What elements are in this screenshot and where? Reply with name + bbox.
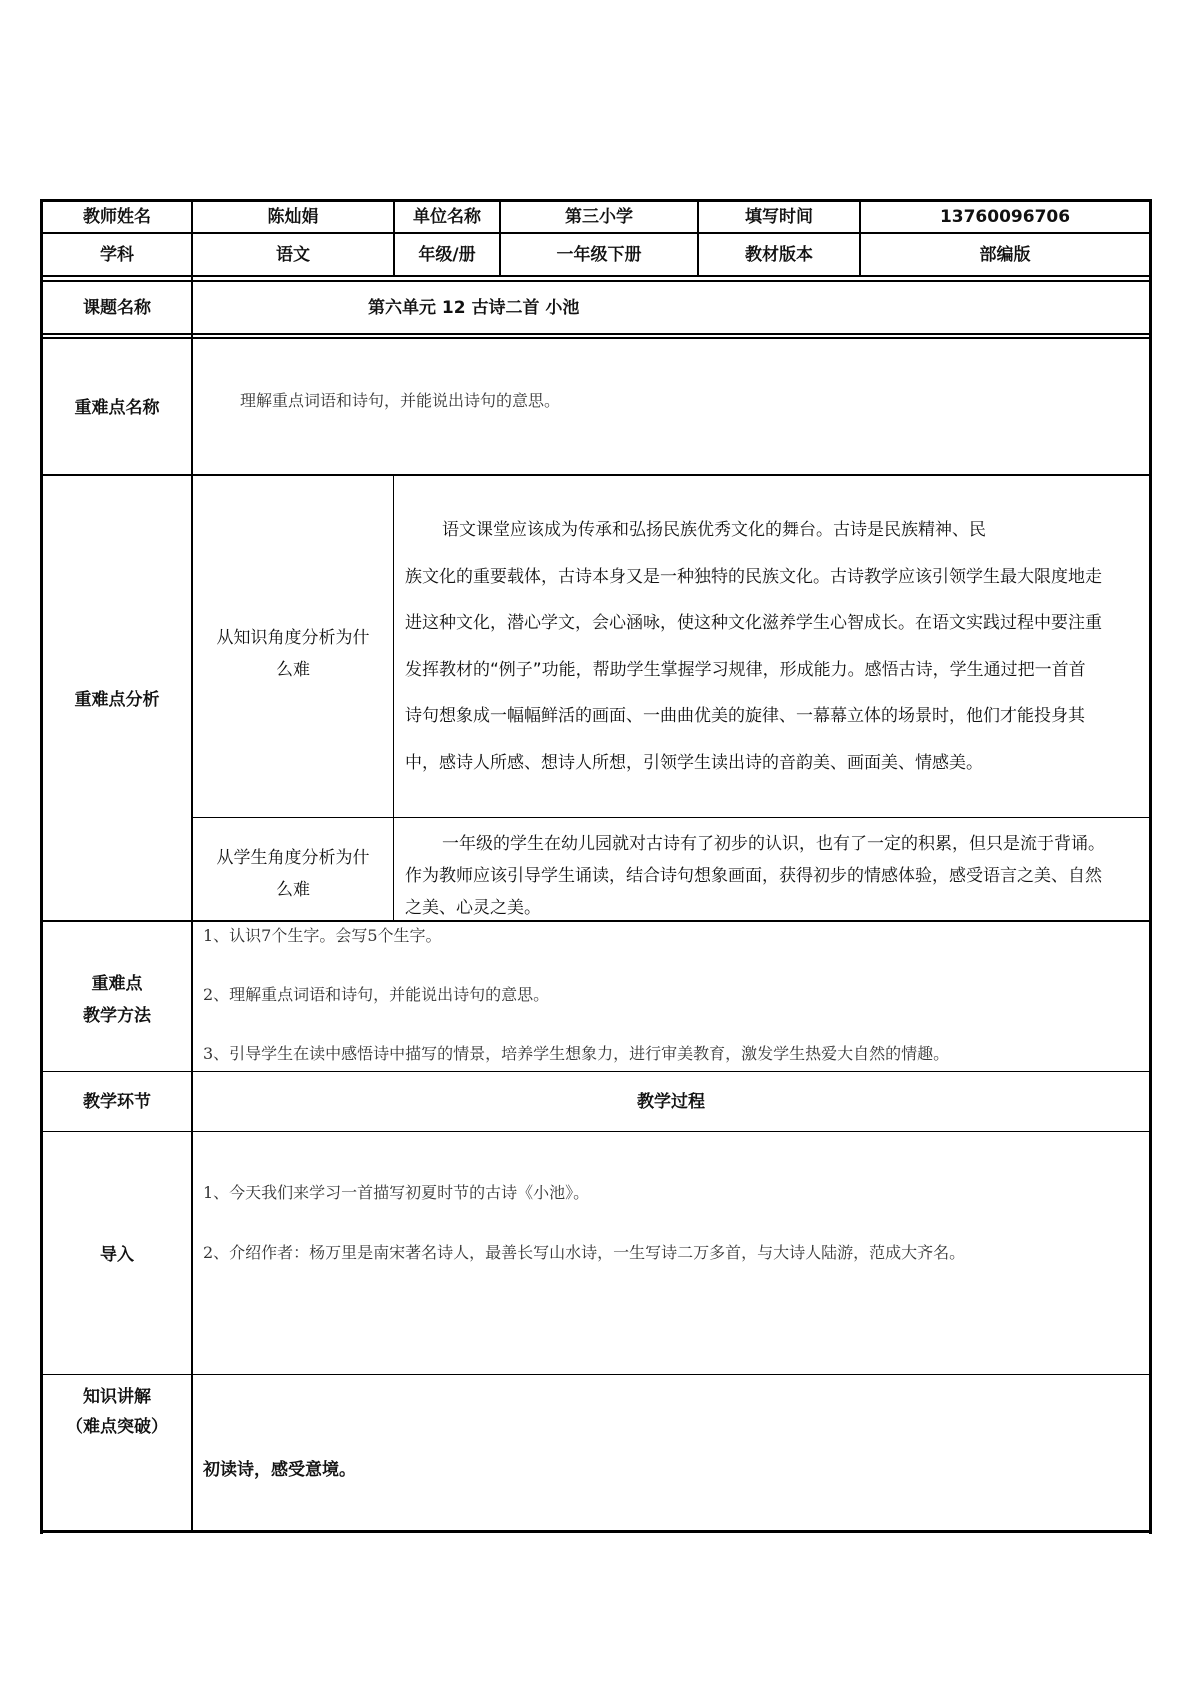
analysis-label: 重难点分析 [74,690,160,710]
intro-item: 1、今天我们来学习一首描写初夏时节的古诗《小池》。 [203,1183,590,1202]
paragraph-line: 发挥教材的“例子”功能，帮助学生掌握学习规律，形成能力。感悟古诗，学生通过把一首首 [405,659,1086,680]
paragraph-line: 一年级的学生在幼儿园就对古诗有了初步的认识，也有了一定的积累，但只是流于背诵。 [442,834,1105,854]
method-item: 2、理解重点词语和诗句，并能说出诗句的意思。 [203,985,550,1004]
student-angle-label-line: 么难 [276,880,310,900]
method-label [43,968,191,1032]
paragraph-line: 诗句想象成一幅幅鲜活的画面、一曲曲优美的旋律、一幕幕立体的场景时，他们才能投身其 [405,706,1085,726]
student-angle-label [193,842,393,906]
border [40,280,1152,282]
knowledge-value: 初读诗，感受意境。 [203,1460,356,1480]
paragraph-line: 族文化的重要载体，古诗本身又是一种独特的民族文化。古诗教学应该引领学生最大限度地走 [405,566,1102,587]
teacher-name-label: 教师姓名 [83,207,151,227]
border [40,333,1152,335]
border [40,232,1152,234]
key-point-label: 重难点名称 [74,398,160,418]
grade-value: 一年级下册 [556,245,642,265]
unit-label: 单位名称 [413,207,481,227]
knowledge-angle-label-line: 么难 [276,660,310,680]
edition-label: 教材版本 [745,245,813,265]
border [40,1131,1152,1132]
method-label-line: 重难点 [91,974,143,994]
grade-label: 年级/册 [418,245,476,265]
knowledge-label [43,1382,191,1442]
paragraph-line: 之美、心灵之美。 [405,898,541,918]
knowledge-angle-label [193,622,393,686]
key-point-value: 理解重点词语和诗句，并能说出诗句的意思。 [240,391,561,410]
method-item: 3、引导学生在读中感悟诗中描写的情景，培养学生想象力，进行审美教育，激发学生热爱大自然的情趣。 [203,1044,950,1063]
unit-value: 第三小学 [565,207,633,227]
border [40,1071,1152,1072]
paragraph-line: 作为教师应该引导学生诵读，结合诗句想象画面，获得初步的情感体验，感受语言之美、自然 [405,866,1102,886]
subject-label: 学科 [100,245,134,265]
border [40,337,1152,339]
knowledge-angle-label-line: 从知识角度分析为什 [216,628,370,648]
paragraph-line: 进这种文化，潜心学文，会心涵咏，使这种文化滋养学生心智成长。在语文实践过程中要注重 [405,613,1102,633]
edition-value: 部编版 [979,245,1031,265]
method-item: 1、认识7个生字。会写5个生字。 [203,926,442,945]
stage-header: 教学环节 [83,1092,151,1112]
student-angle-label-line: 从学生角度分析为什 [216,848,370,868]
topic-label: 课题名称 [83,298,151,318]
subject-value: 语文 [276,245,310,265]
knowledge-label-line: 知识讲解 [83,1387,151,1407]
border [40,199,1152,202]
border [193,817,1152,818]
date-label: 填写时间 [745,207,813,227]
border [40,1530,1152,1533]
process-header: 教学过程 [637,1092,705,1112]
intro-item: 2、介绍作者：杨万里是南宋著名诗人，最善长写山水诗，一生写诗二万多首，与大诗人陆游，范成大齐名。 [203,1243,966,1262]
intro-label: 导入 [100,1245,134,1265]
border [1149,199,1152,1534]
teacher-name-value: 陈灿娟 [267,207,319,227]
border [393,474,394,921]
date-value: 13760096706 [939,207,1071,227]
paragraph-line: 中，感诗人所感、想诗人所想，引领学生读出诗的音韵美、画面美、情感美。 [405,752,983,773]
paragraph-line: 语文课堂应该成为传承和弘扬民族优秀文化的舞台。古诗是民族精神、民 [442,520,986,540]
border [40,474,1152,476]
topic-value: 第六单元 12 古诗二首 小池 [368,298,580,318]
border [40,1374,1152,1375]
student-analysis-text [405,828,1105,924]
border [40,275,1152,277]
knowledge-analysis-text [405,507,1102,786]
knowledge-label-line: （难点突破） [66,1417,168,1437]
method-label-line: 教学方法 [83,1006,151,1026]
